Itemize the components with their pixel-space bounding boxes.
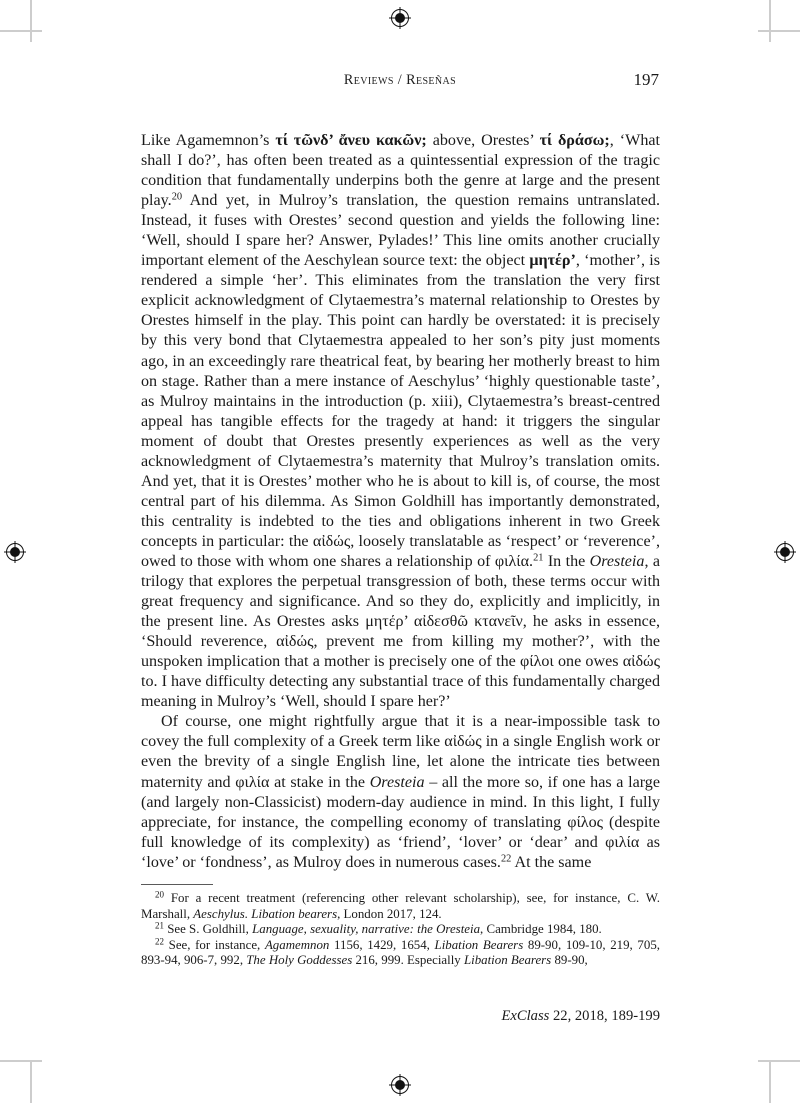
greek-term: αἰδώς [276,633,314,651]
text-run: , loosely translatable as ‘respect’ or ‘reverence’, owed to those with whom one shares a relationship of [141,532,660,570]
text-run: , ‘What shall I do?’, has often been treated as a quintessential expression of the tragic condition that fundamentally underpins both the genre at large and the present play. [141,132,660,210]
greek-term: φίλος [567,813,604,831]
registration-target-icon-left [4,541,26,563]
greek-term: φιλία [605,833,640,851]
footnote-marker: 22 [155,936,164,947]
text-run: one owes [553,653,623,671]
footnote-marker: 20 [155,889,164,900]
text-run: . [529,552,534,570]
registration-target-icon-bottom [389,1074,411,1096]
greek-quotation: τί τῶνδ’ ἄνευ κακῶν; [275,132,427,149]
crop-mark-bottom-right-horizontal [758,1060,800,1062]
footnotes-section [141,884,660,969]
text-run: See S. Goldhill, [164,922,253,937]
italic-title: Agamemnon [264,937,330,952]
footnote-separator-rule [141,884,213,885]
greek-term: αἰδώς [622,653,660,671]
crop-mark-top-right-horizontal [758,30,800,32]
greek-term: φίλοι [519,653,554,671]
footnote-item [141,938,660,969]
text-run: In the [543,552,590,570]
text-run: , ‘mother’, is rendered a simple ‘her’. This eliminates from the translation the very first explicit acknowledgment of Clytaemestra’s maternal relationship to Orestes by Orestes himself in the play. This point can hardly be overstated: it is precisely by this very bond that Clytaemestra appealed to her son’s pity just moments ago, in an exceedingly rare theatrical feat, by bearing her motherly breast to him on stage. Rather than a mere instance of Aeschylus’ ‘highly questionable taste’, as Mulroy maintains in the introduction (p. xiii), Clytaemestra’s breast-centred appeal has tangible effects for the tragedy at hand: it triggers the singular moment of doubt that Orestes presently experiences as well as the very acknowledgment of Clytaemestra’s maternity that Mulroy’s translation omits. And yet, that it is Orestes’ mother who he is about to kill is, of course, the most central part of his dilemma. As Simon Goldhill has importantly demonstrated, this centrality is indebted to the ties and obligations inherent in two Greek concepts in particular: the [141,252,660,550]
text-run: At the same [511,853,592,871]
footnote-item [141,922,660,938]
italic-title: Oresteia [589,552,645,570]
text-run: , prevent me from killing my mother?’, with the unspoken implication that a mother is precisely one of the [141,633,661,671]
text-run: as ‘love’ or ‘fondness’, as Mulroy does in numerous cases. [141,833,660,871]
italic-title: Language, sexuality, narrative: the Oresteia [252,922,481,937]
italic-title: Libation Bearers [434,937,524,952]
registration-target-icon-right [774,541,796,563]
greek-term: αἰδώς [312,532,351,550]
crop-mark-bottom-left-vertical [30,1061,32,1103]
italic-title: Aeschylus. Libation bearers [193,906,338,921]
text-run: , he asks in essence, ‘Should reverence, [141,613,660,651]
text-run: to. I have difficulty detecting any substantial trace of this fundamentally charged meaning in Mulroy’s ‘Well, should I spare her?’ [141,673,660,711]
footnote-reference: 22 [500,853,512,865]
text-run: in a single English work or even the brevity of a single English line, let alone the intricate ties between maternity and [141,733,661,791]
greek-term: φιλία [494,552,530,570]
text-run: For a recent treatment (referencing other relevant scholarship), see, for instance, C. W. Marshall, [141,891,660,921]
footnote-reference: 21 [533,552,544,564]
running-head [141,72,659,94]
text-run: above, Orestes’ [426,132,540,149]
crop-mark-bottom-left-horizontal [0,1060,42,1062]
running-head-title: Reviews / Reseñas [343,72,457,88]
footer-citation: 22, 2018, 189-199 [549,1008,660,1024]
text-run: 216, 999. Especially [352,953,464,968]
body-paragraph [141,131,660,712]
registration-target-icon-top [389,7,411,29]
page-footer [141,1008,660,1025]
body-textblock [141,131,660,873]
text-run: 1156, 1429, 1654, [329,937,435,952]
crop-mark-top-left-horizontal [0,30,42,32]
body-paragraph [141,712,660,872]
greek-term: μητέρ’ αἰδεσθῶ κτανεῖν [365,613,523,631]
footnote-reference: 20 [171,191,183,203]
footnote-marker: 21 [155,920,164,931]
text-run: at stake in the [269,773,370,791]
italic-title: Libation Bearers [463,953,552,968]
greek-quotation: μητέρ’ [529,252,576,270]
greek-quotation: τί δράσω; [539,132,610,149]
greek-term: φιλία [235,773,270,791]
text-run: See, for instance, [164,937,265,952]
footnote-item [141,891,660,922]
crop-mark-bottom-right-vertical [769,1061,771,1103]
text-run: (despite full knowledge of its complexity) as ‘friend’, ‘lover’ or ‘dear’ and [141,813,660,851]
text-run: Of course, one might rightfully argue that it is a near-impossible task to covey the full complexity of a Greek term like [141,713,660,751]
text-run: , a trilogy that explores the perpetual transgression of both, these terms occur with great frequency and significance. And so they do, explicitly and implicitly, in the present line. As Orestes asks [141,552,660,631]
italic-title: The Holy Goddesses [246,953,353,968]
text-run: , London 2017, 124. [337,906,442,921]
text-run: 89-90, [551,953,588,968]
text-run: – all the more so, if one has a large (and largely non-Classicist) modern-day audience in mind. In this light, I fully appreciate, for instance, the compelling economy of translating [141,773,660,831]
page-number: 197 [633,70,659,89]
text-run: Like Agamemnon’s [141,132,276,149]
crop-mark-top-right-vertical [769,0,771,42]
text-run: , Cambridge 1984, 180. [480,922,602,937]
greek-term: αἰδώς [444,733,482,751]
text-run: 89-90, 109-10, 219, 705, 893-94, 906-7, 992, [141,937,660,968]
footer-journal-name: ExClass [501,1008,550,1024]
crop-mark-top-left-vertical [30,0,32,42]
text-run: And yet, in Mulroy’s translation, the question remains untranslated. Instead, it fuses with Orestes’ second question and yields the following line: ‘Well, should I spare her? Answer, Pylades!’ This line omits another crucially important element of the Aeschylean source text: the object [141,192,660,270]
italic-title: Oresteia [369,773,425,791]
